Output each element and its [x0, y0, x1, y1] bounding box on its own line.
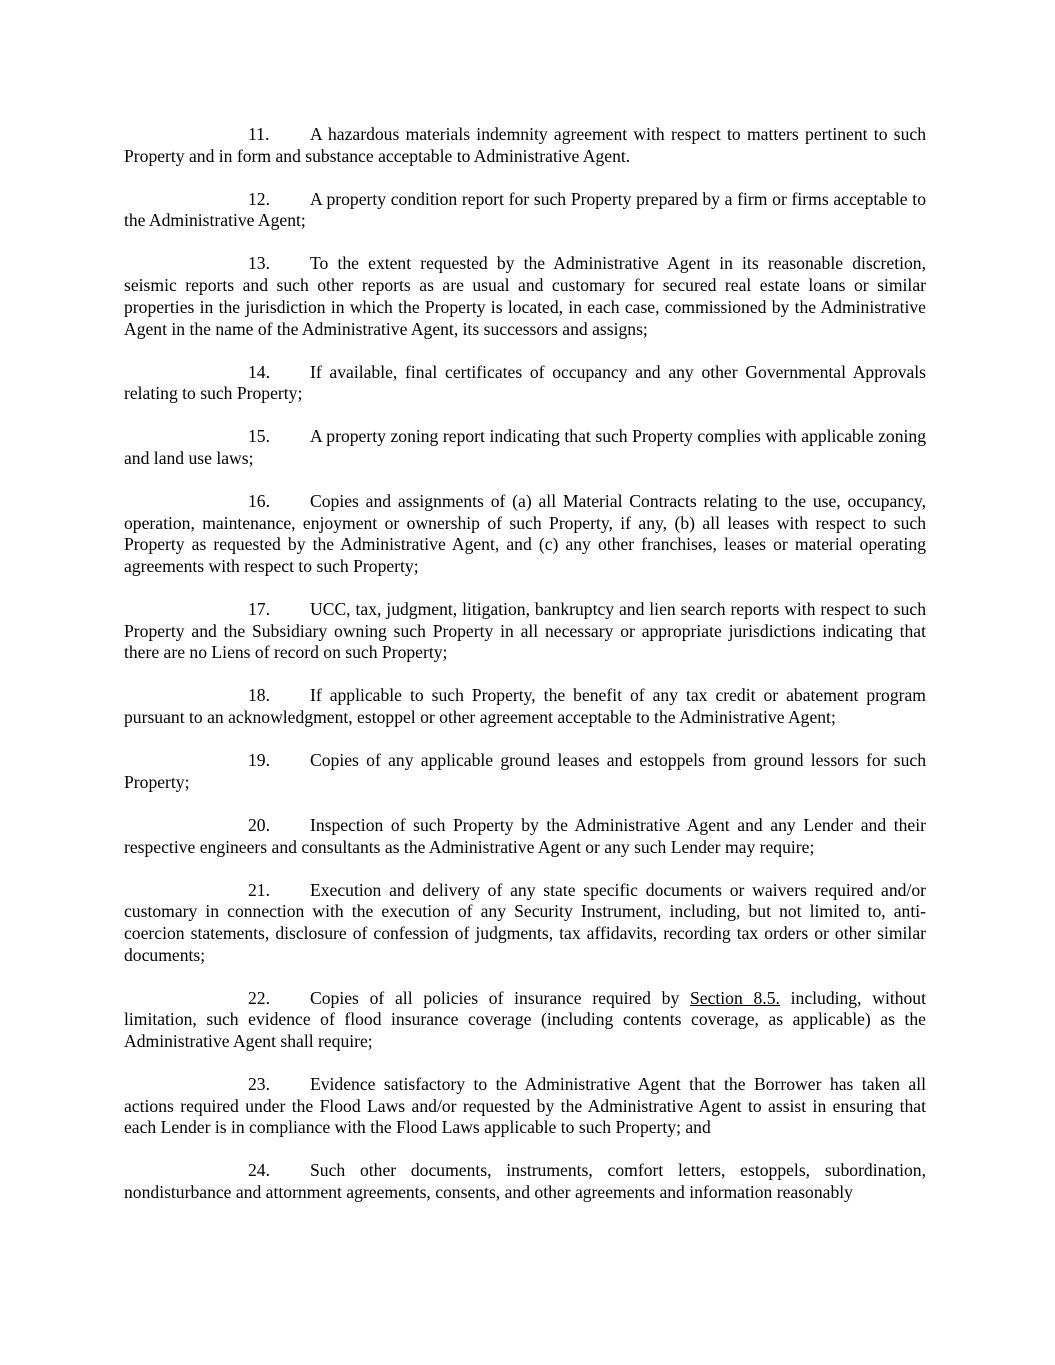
- item-text-after: including, without limitation, such evidence of flood insurance coverage (including contents coverage, as applicable) as the Administrative Agent shall require;: [124, 987, 926, 1052]
- document-page: [124, 124, 926, 1225]
- item-text: If available, final certificates of occupancy and any other Governmental Approvals relating to such Property;: [124, 361, 926, 404]
- item-text: Inspection of such Property by the Administrative Agent and any Lender and their respective engineers and consultants as the Administrative Agent or any such Lender may require;: [124, 814, 926, 857]
- item-text-before: Copies of all policies of insurance required by: [310, 987, 690, 1008]
- item-number: 18.: [248, 685, 270, 706]
- item-text: A hazardous materials indemnity agreement with respect to matters pertinent to such Property and in form and substance acceptable to Administrative Agent.: [124, 124, 926, 166]
- item-text: If applicable to such Property, the benefit of any tax credit or abatement program pursuant to an acknowledgment, estoppel or other agreement acceptable to the Administrative Agent;: [124, 685, 926, 728]
- list-item-11: [124, 124, 926, 167]
- list-item-15: [124, 426, 926, 469]
- list-item-21: [124, 880, 926, 967]
- item-text: Copies and assignments of (a) all Material Contracts relating to the use, occupancy, operation, maintenance, enjoyment or ownership of such Property, if any, (b) all leases with respect to such Property as requested by the Administrative Agent, and (c) any other franchises, leases or material operating agreements with respect to such Property;: [124, 490, 926, 577]
- list-item-12: [124, 189, 926, 232]
- list-item-19: [124, 750, 926, 793]
- item-number: 16.: [248, 490, 270, 511]
- list-item-16: [124, 491, 926, 578]
- list-item-18: [124, 685, 926, 728]
- item-number: 17.: [248, 599, 270, 620]
- item-number: 23.: [248, 1074, 270, 1095]
- item-number: 24.: [248, 1160, 270, 1181]
- item-number: 22.: [248, 987, 270, 1008]
- item-number: 21.: [248, 879, 270, 900]
- list-item-23: [124, 1074, 926, 1139]
- item-text: Execution and delivery of any state specific documents or waivers required and/or customary in connection with the execution of any Security Instrument, including, but not limited to, anti-coercion statements, disclosure of confession of judgments, tax affidavits, recording tax orders or other similar documents;: [124, 879, 926, 965]
- item-number: 12.: [248, 188, 270, 209]
- item-number: 13.: [248, 253, 270, 274]
- item-text: Such other documents, instruments, comfort letters, estoppels, subordination, nondisturbance and attornment agreements, consents, and other agreements and information reasonably: [124, 1160, 926, 1203]
- list-item-17: [124, 599, 926, 664]
- item-text: To the extent requested by the Administrative Agent in its reasonable discretion, seismic reports and such other reports as are usual and customary for secured real estate loans or similar properties in the jurisdiction in which the Property is located, in each case, commissioned by the Administrative Agent in the name of the Administrative Agent, its successors and assigns;: [124, 253, 926, 339]
- list-item-20: [124, 815, 926, 858]
- section-reference-link[interactable]: Section 8.5.: [690, 987, 780, 1008]
- list-item-13: [124, 253, 926, 340]
- list-item-24: [124, 1160, 926, 1203]
- list-item-14: [124, 362, 926, 405]
- item-number: 14.: [248, 361, 270, 382]
- item-number: 19.: [248, 750, 270, 771]
- item-number: 11.: [248, 124, 270, 144]
- item-text: A property zoning report indicating that such Property complies with applicable zoning and land use laws;: [124, 426, 926, 468]
- list-item-22: [124, 988, 926, 1053]
- item-text: A property condition report for such Property prepared by a firm or firms acceptable to the Administrative Agent;: [124, 188, 926, 231]
- item-number: 15.: [248, 426, 270, 447]
- item-text: Copies of any applicable ground leases and estoppels from ground lessors for such Property;: [124, 750, 926, 792]
- item-text: Evidence satisfactory to the Administrative Agent that the Borrower has taken all actions required under the Flood Laws and/or requested by the Administrative Agent to assist in ensuring that each Lender is in compliance with the Flood Laws applicable to such Property; and: [124, 1074, 926, 1138]
- item-text: UCC, tax, judgment, litigation, bankruptcy and lien search reports with respect to such Property and the Subsidiary owning such Property in all necessary or appropriate jurisdictions indicating that there are no Liens of record on such Property;: [124, 599, 926, 663]
- item-number: 20.: [248, 814, 270, 835]
